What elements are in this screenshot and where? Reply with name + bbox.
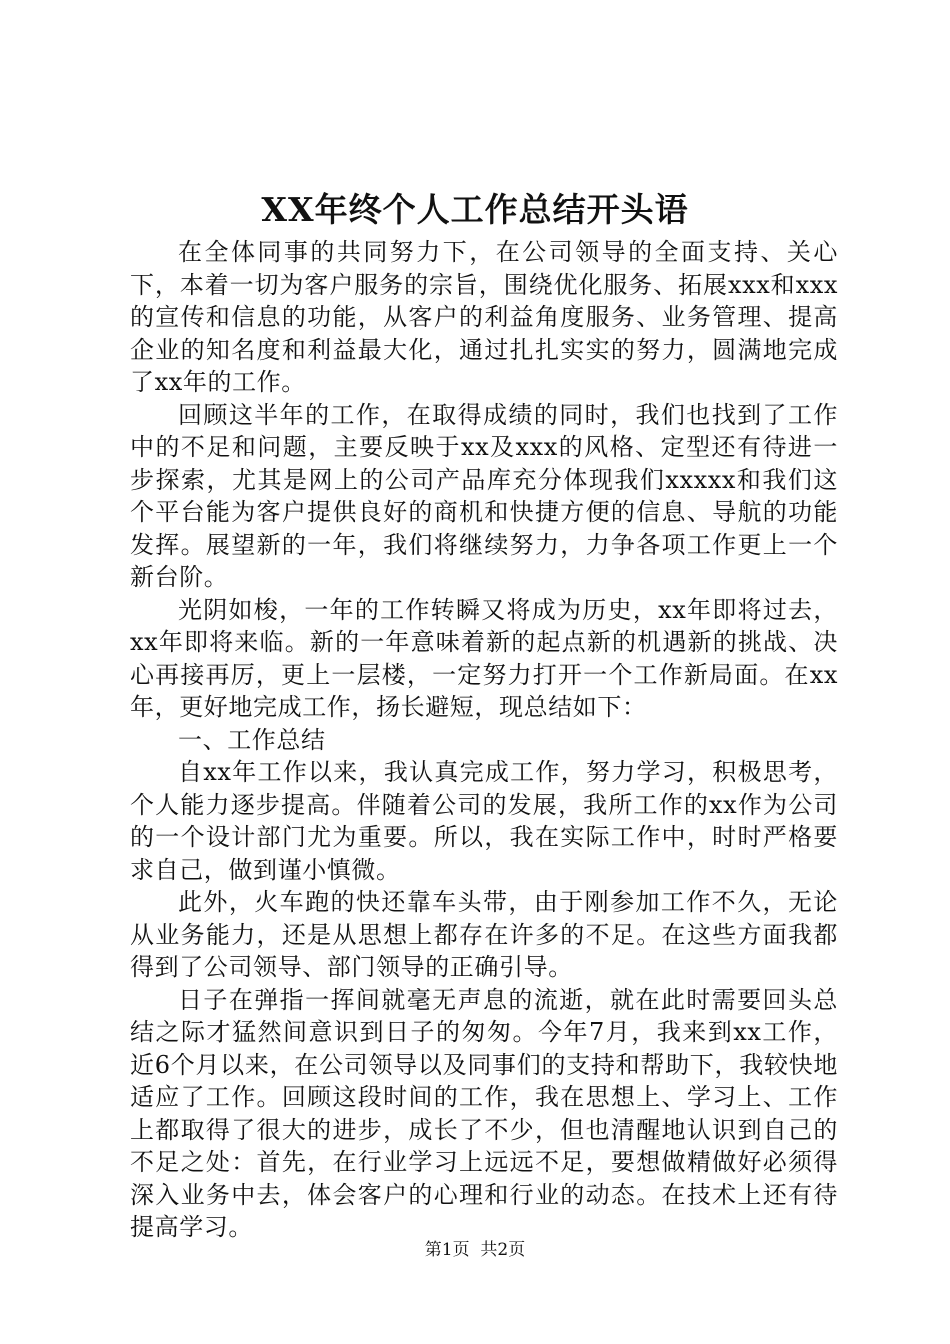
document-body — [130, 236, 838, 1244]
paragraph-3: 光阴如梭，一年的工作转瞬又将成为历史，xx年即将过去，xx年即将来临。新的一年意味着新的起点新的机遇新的挑战、决心再接再厉，更上一层楼，一定努力打开一个工作新局面。在xx年，更好地完成工作，扬长避短，现总结如下： — [130, 595, 838, 721]
page-number: 第1页 — [424, 1240, 470, 1260]
paragraph-1: 在全体同事的共同努力下，在公司领导的全面支持、关心下，本着一切为客户服务的宗旨，围绕优化服务、拓展xxx和xxx的宣传和信息的功能，从客户的利益角度服务、业务管理、提高企业的知名度和利益最大化，通过扎扎实实的努力，圆满地完成了xx年的工作。 — [130, 238, 838, 396]
paragraph-4: 自xx年工作以来，我认真完成工作，努力学习，积极思考，个人能力逐步提高。伴随着公司的发展，我所工作的xx作为公司的一个设计部门尤为重要。所以，我在实际工作中，时时严格要求自己，做到谨小慎微。 — [130, 758, 838, 884]
document-title: XX年终个人工作总结开头语 — [261, 190, 689, 229]
footer-separator — [470, 1240, 481, 1260]
paragraph-6: 日子在弹指一挥间就毫无声息的流逝，就在此时需要回头总结之际才猛然间意识到日子的匆匆。今年7月，我来到xx工作，近6个月以来，在公司领导以及同事们的支持和帮助下，我较快地适应了工作。回顾这段时间的工作，我在思想上、学习上、工作上都取得了很大的进步，成长了不少，但也清醒地认识到自己的不足之处：首先，在行业学习上远远不足，要想做精做好必须得深入业务中去，体会客户的心理和行业的动态。在技术上还有待提高学习。 — [130, 985, 838, 1241]
section-heading-work-summary: 一、工作总结 — [178, 725, 326, 754]
paragraph-5: 此外，火车跑的快还靠车头带，由于刚参加工作不久，无论从业务能力，还是从思想上都存在许多的不足。在这些方面我都得到了公司领导、部门领导的正确引导。 — [130, 888, 838, 981]
page-footer — [0, 1238, 950, 1262]
page-total: 共2页 — [480, 1240, 526, 1260]
paragraph-2: 回顾这半年的工作，在取得成绩的同时，我们也找到了工作中的不足和问题，主要反映于xx及xxx的风格、定型还有待进一步探索，尤其是网上的公司产品库充分体现我们xxxxx和我们这个平台能为客户提供良好的商机和快捷方便的信息、导航的功能发挥。展望新的一年，我们将继续努力，力争各项工作更上一个新台阶。 — [130, 400, 838, 591]
